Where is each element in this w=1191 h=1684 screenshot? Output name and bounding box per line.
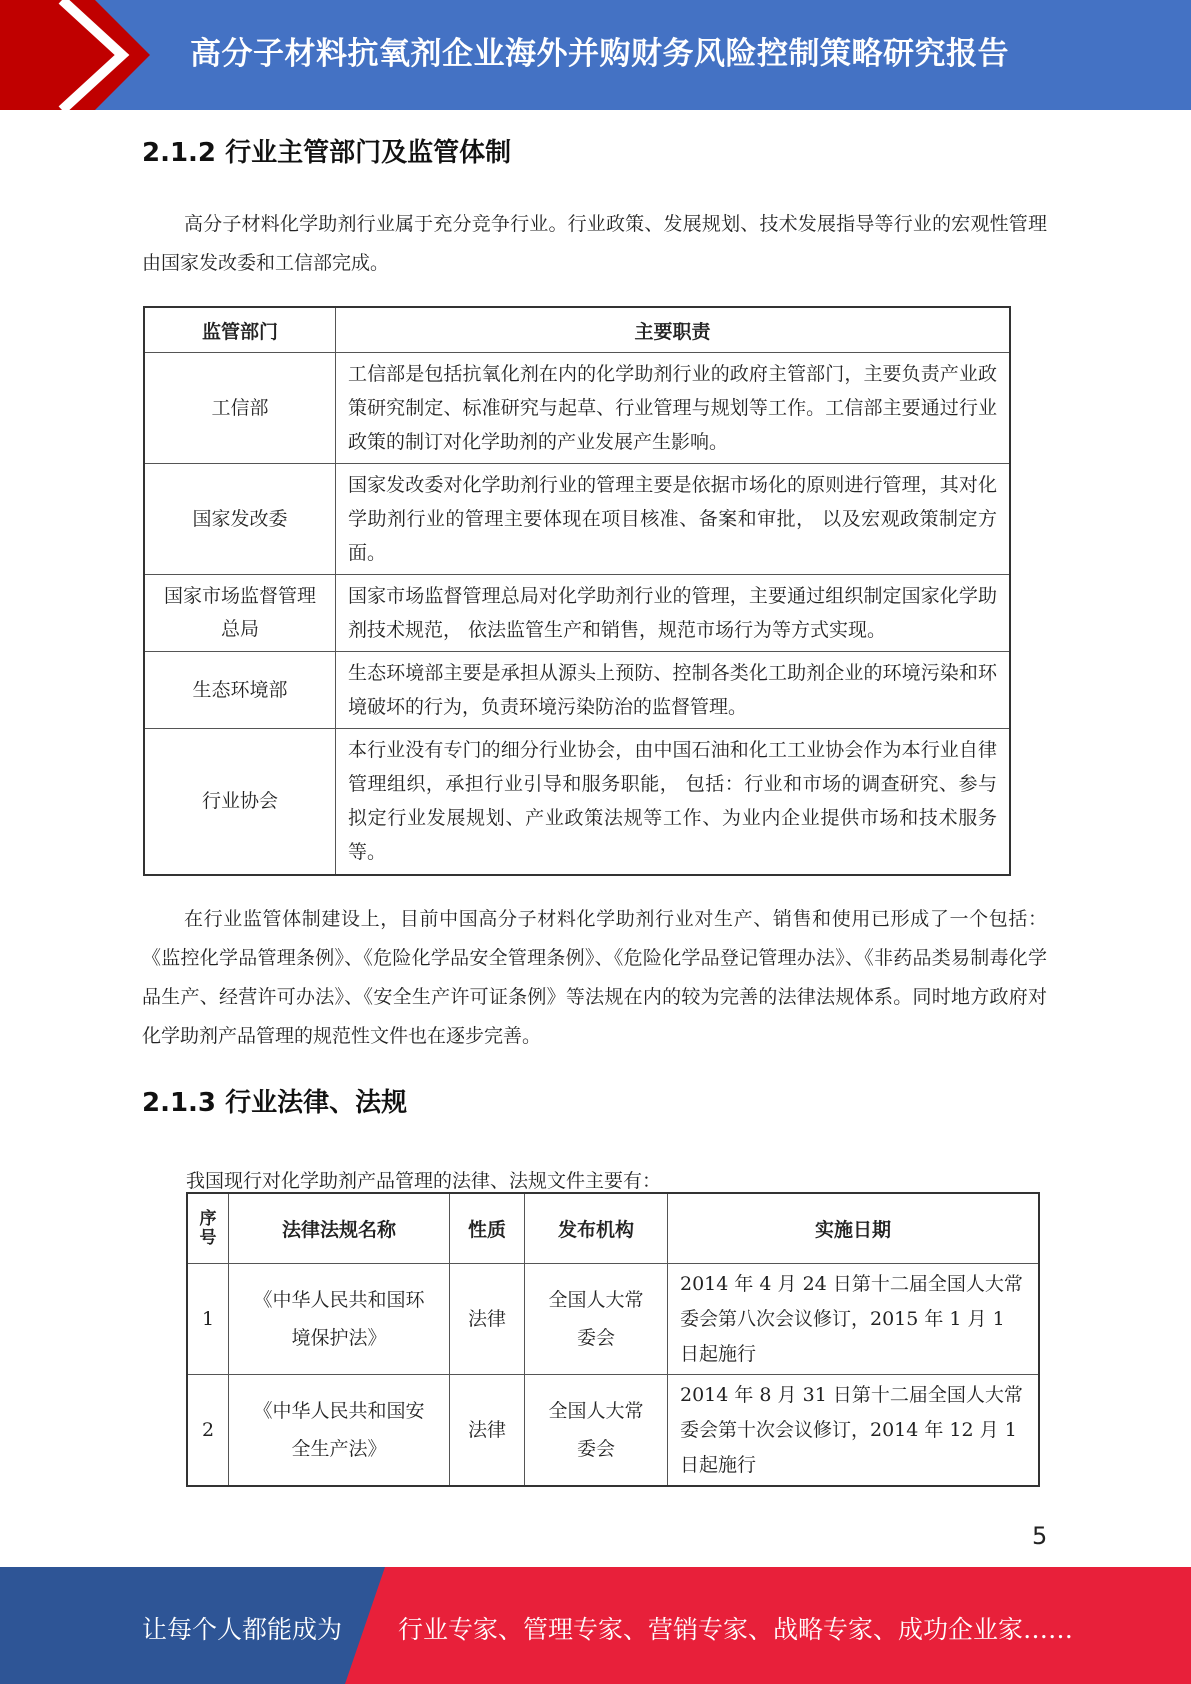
table-row [187,1375,1039,1487]
laws-table [186,1192,1040,1487]
column-header-org: 发布机构 [525,1193,668,1264]
dept-cell: 工信部 [144,353,336,464]
section-heading-2-1-2: 2.1.2 行业主管部门及监管体制 [142,138,512,168]
column-header-date: 实施日期 [668,1193,1040,1264]
law-type-cell: 法律 [450,1264,525,1375]
dept-cell: 国家发改委 [144,464,336,575]
table-row [144,729,1010,875]
page-header [0,0,1191,110]
column-header-dept: 监管部门 [144,307,336,353]
page-footer [0,1567,1191,1684]
duty-cell: 工信部是包括抗氧化剂在内的化学助剂行业的政府主管部门，主要负责产业政策研究制定、标准研究与起草、行业管理与规划等工作。工信部主要通过行业政策的制订对化学助剂的产业发展产生影响。 [336,353,1011,464]
law-name-cell: 《中华人民共和国安全生产法》 [229,1375,450,1487]
column-header-name: 法律法规名称 [229,1193,450,1264]
table-row [144,353,1010,464]
dept-cell: 行业协会 [144,729,336,875]
duty-cell: 本行业没有专门的细分行业协会，由中国石油和化工工业协会作为本行业自律管理组织，承担行业引导和服务职能， 包括：行业和市场的调查研究、参与拟定行业发展规划、产业政策法规等工作、为业内企业提供市场和技术服务等。 [336,729,1011,875]
section-paragraph-regulation: 在行业监管体制建设上，目前中国高分子材料化学助剂行业对生产、销售和使用已形成了一个包括：《监控化学品管理条例》、《危险化学品安全管理条例》、《危险化学品登记管理办法》、《非药品类易制毒化学品生产、经营许可办法》、《安全生产许可证条例》等法规在内的较为完善的法律法规体系。同时地方政府对化学助剂产品管理的规范性文件也在逐步完善。 [142,908,1047,1047]
report-title: 高分子材料抗氧剂企业海外并购财务风险控制策略研究报告 [190,36,1009,72]
regulator-table [143,306,1011,876]
dept-cell: 生态环境部 [144,652,336,729]
section-paragraph-intro: 高分子材料化学助剂行业属于充分竞争行业。行业政策、发展规划、技术发展指导等行业的宏观性管理由国家发改委和工信部完成。 [142,213,1047,274]
law-name-cell: 《中华人民共和国环境保护法》 [229,1264,450,1375]
column-header-type: 性质 [450,1193,525,1264]
law-org-cell: 全国人大常委会 [525,1375,668,1487]
table-header-row [144,307,1010,353]
seq-header-text: 序号 [199,1208,217,1248]
table-row [187,1264,1039,1375]
law-date-cell: 2014 年 4 月 24 日第十二届全国人大常 委会第八次会议修订，2015 年 1 月 1 日起施行 [668,1264,1040,1375]
column-header-duty: 主要职责 [336,307,1011,353]
laws-intro-text: 我国现行对化学助剂产品管理的法律、法规文件主要有： [186,1170,662,1192]
footer-slogan-left: 让每个人都能成为 [142,1615,343,1644]
table-header-row [187,1193,1039,1264]
table-row [144,575,1010,652]
dept-cell: 国家市场监督管理总局 [144,575,336,652]
seq-cell: 1 [187,1264,229,1375]
table-row [144,652,1010,729]
duty-cell: 国家发改委对化学助剂行业的管理主要是依据市场化的原则进行管理，其对化学助剂行业的管理主要体现在项目核准、备案和审批， 以及宏观政策制定方面。 [336,464,1011,575]
duty-cell: 国家市场监督管理总局对化学助剂行业的管理，主要通过组织制定国家化学助剂技术规范， 依法监管生产和销售，规范市场行为等方式实现。 [336,575,1011,652]
seq-cell: 2 [187,1375,229,1487]
law-type-cell: 法律 [450,1375,525,1487]
page-number: 5 [1032,1522,1048,1550]
footer-slogan-right: 行业专家、管理专家、营销专家、战略专家、成功企业家…… [398,1615,1074,1644]
column-header-seq [187,1193,229,1264]
duty-cell: 生态环境部主要是承担从源头上预防、控制各类化工助剂企业的环境污染和环境破坏的行为，负责环境污染防治的监督管理。 [336,652,1011,729]
section-heading-2-1-3: 2.1.3 行业法律、法规 [142,1088,408,1118]
header-red-chevron [0,0,150,110]
law-org-cell: 全国人大常委会 [525,1264,668,1375]
law-date-cell: 2014 年 8 月 31 日第十二届全国人大常 委会第十次会议修订，2014 年 12 月 1 日起施行 [668,1375,1040,1487]
table-row [144,464,1010,575]
